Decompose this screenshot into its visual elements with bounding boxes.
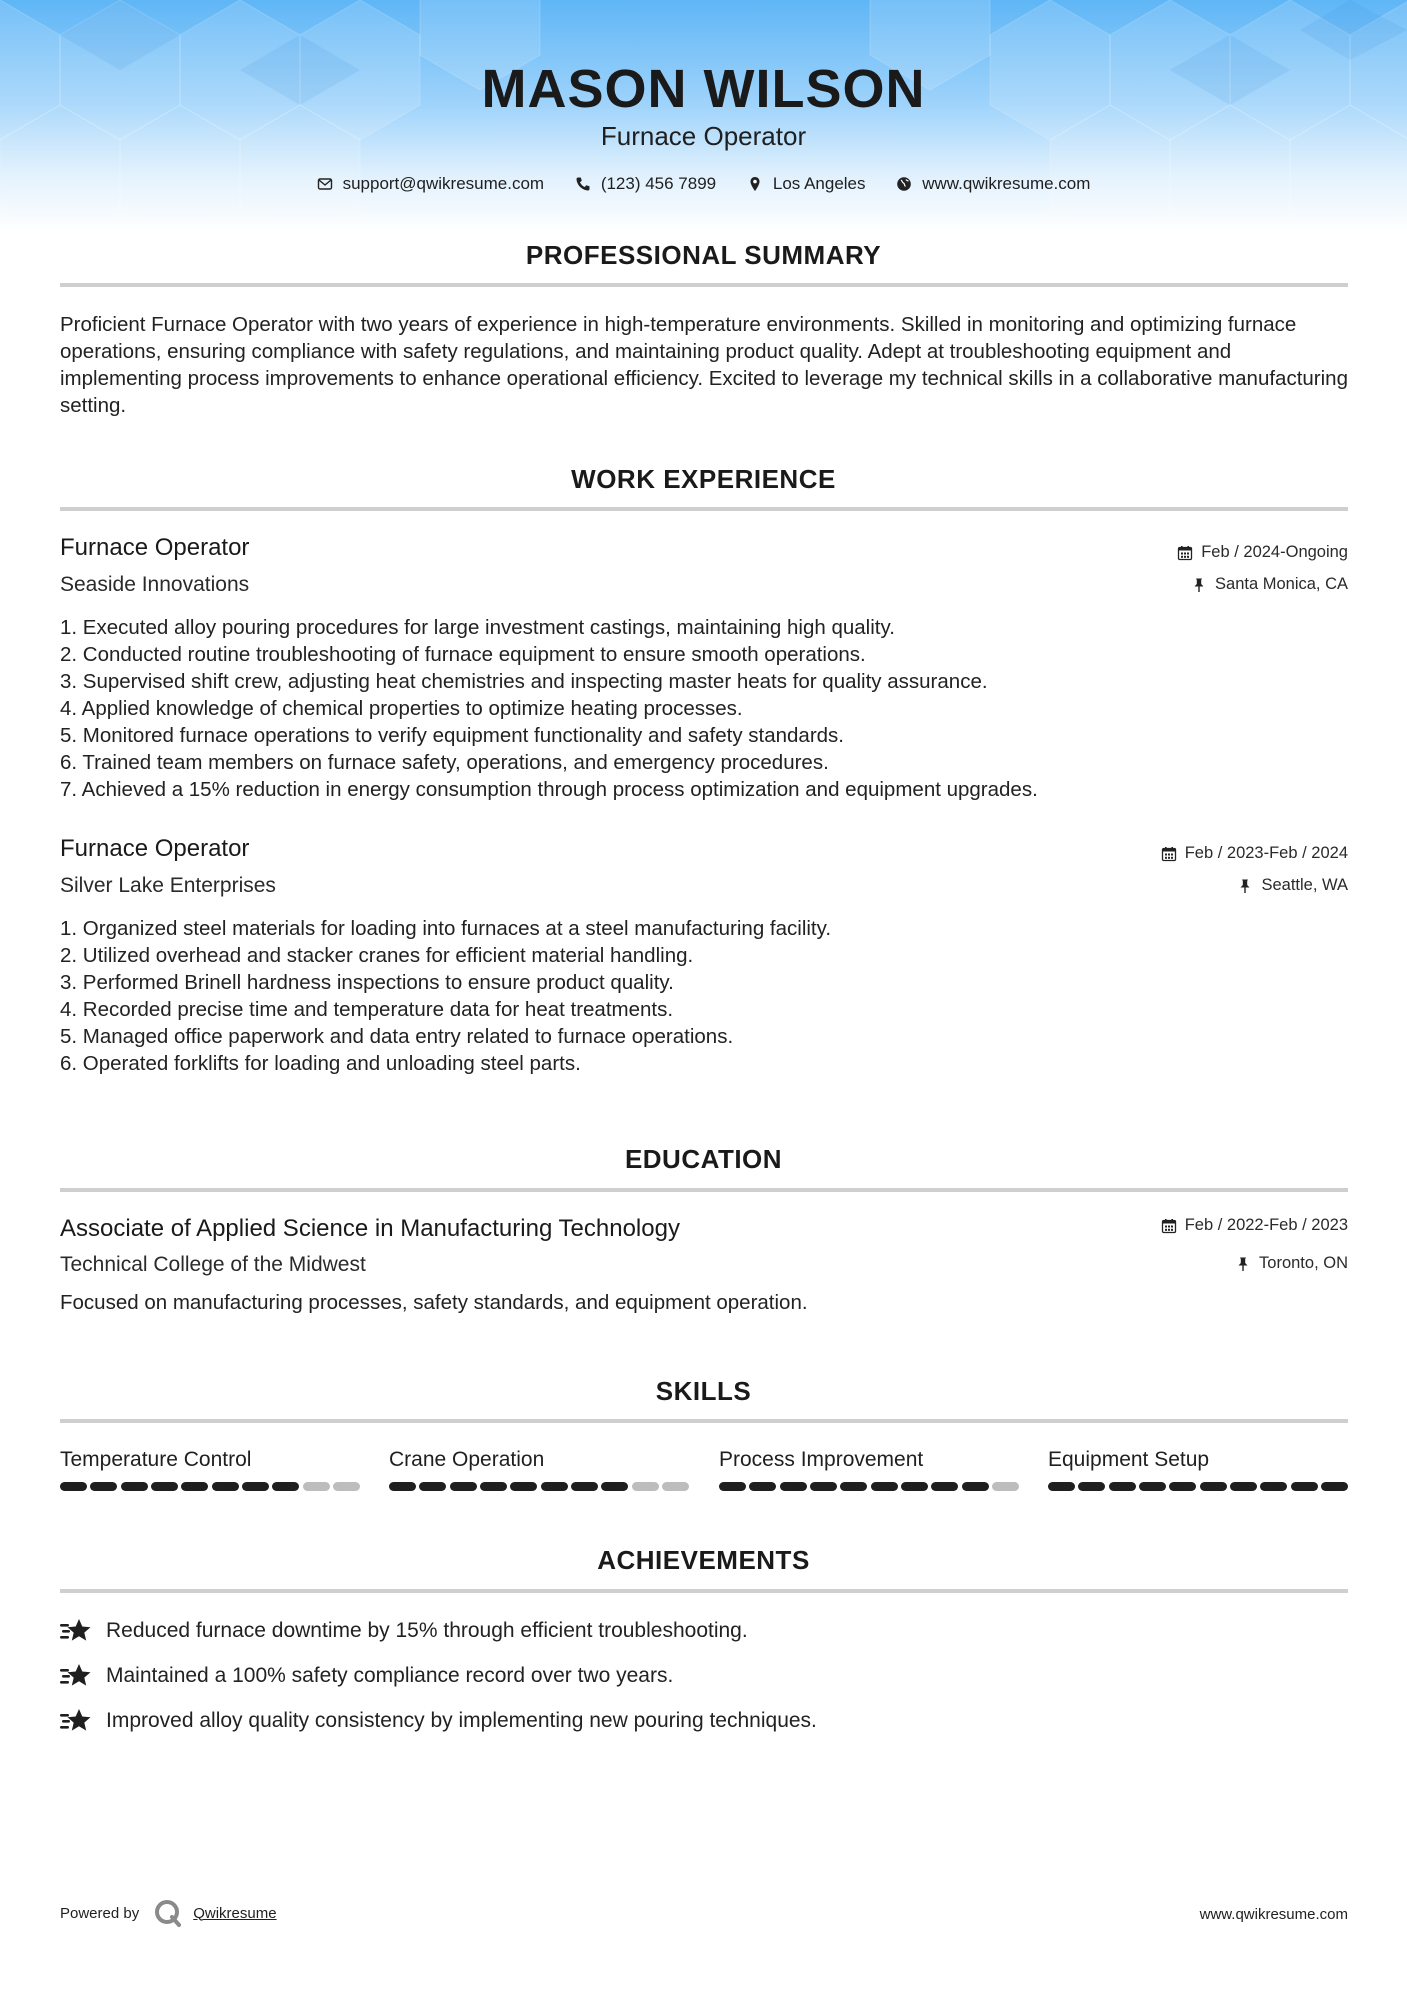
education-divider xyxy=(60,1188,1348,1192)
skill-segment-filled xyxy=(1169,1482,1196,1491)
job-dates-text: Feb / 2024-Ongoing xyxy=(1201,543,1348,561)
skill-segment-empty xyxy=(632,1482,659,1491)
skill-segment-filled xyxy=(1321,1482,1348,1491)
list-item: 2. Conducted routine troubleshooting of furnace equipment to ensure smooth operations. xyxy=(60,643,866,666)
education-description: Focused on manufacturing processes, safety standards, and equipment operation. xyxy=(60,1291,808,1314)
list-item: 5. Monitored furnace operations to verify equipment functionality and safety standards. xyxy=(60,724,845,747)
skill-segment-filled xyxy=(450,1482,477,1491)
contact-location: Los Angeles xyxy=(772,173,866,193)
star-icon xyxy=(60,1706,92,1736)
achievement-item xyxy=(60,1706,817,1736)
footer-website[interactable]: www.qwikresume.com xyxy=(1199,1906,1348,1923)
list-item: 6. Operated forklifts for loading and unloading steel parts. xyxy=(60,1052,581,1075)
skill-segment-filled xyxy=(1230,1482,1257,1491)
achievement-item xyxy=(60,1661,673,1691)
education-location-text: Toronto, ON xyxy=(1259,1254,1348,1272)
job-location-text: Seattle, WA xyxy=(1261,876,1348,894)
skills-heading: SKILLS xyxy=(655,1376,752,1406)
skill-segment-filled xyxy=(510,1482,537,1491)
qwikresume-link[interactable]: Qwikresume xyxy=(193,1904,277,1922)
skill-segment-filled xyxy=(121,1482,148,1491)
thumbtack-icon xyxy=(1191,577,1207,593)
skill-segment-filled xyxy=(272,1482,299,1491)
list-item: 4. Recorded precise time and temperature data for heat treatments. xyxy=(60,998,674,1021)
achievement-text: Improved alloy quality consistency by implementing new pouring techniques. xyxy=(106,1709,817,1732)
skill-meter xyxy=(60,1482,360,1491)
skill-meter xyxy=(389,1482,689,1491)
skill-item xyxy=(60,1448,360,1491)
achievements-divider xyxy=(60,1589,1348,1593)
envelope-icon xyxy=(317,174,333,194)
skill-name: Crane Operation xyxy=(389,1448,545,1471)
skill-segment-filled xyxy=(749,1482,776,1491)
candidate-role: Furnace Operator xyxy=(600,121,807,151)
skill-segment-filled xyxy=(840,1482,867,1491)
achievements-heading: ACHIEVEMENTS xyxy=(597,1545,810,1575)
skill-name: Equipment Setup xyxy=(1048,1448,1210,1471)
footer-powered-by xyxy=(60,1898,277,1928)
skill-segment-filled xyxy=(212,1482,239,1491)
skill-segment-filled xyxy=(419,1482,446,1491)
skill-segment-filled xyxy=(151,1482,178,1491)
education-heading: EDUCATION xyxy=(624,1144,783,1174)
skill-segment-filled xyxy=(1291,1482,1318,1491)
skill-segment-filled xyxy=(1200,1482,1227,1491)
skill-segment-filled xyxy=(90,1482,117,1491)
job-location xyxy=(1237,876,1348,895)
skill-segment-empty xyxy=(303,1482,330,1491)
skill-segment-filled xyxy=(1109,1482,1136,1491)
skill-name: Temperature Control xyxy=(60,1448,252,1471)
list-item: 1. Executed alloy pouring procedures for large investment castings, maintaining high quality. xyxy=(60,616,895,639)
list-item: 6. Trained team members on furnace safety, operations, and emergency procedures. xyxy=(60,751,829,774)
summary-text: Proficient Furnace Operator with two years of experience in high-temperature environments. Skilled in monitoring and optimizing furnace operations, ensuring compliance with safety regulations, and maintaining product quality. Adept at troubleshooting equipment and implementing process improvements to enhance operational efficiency. Excited to leverage my technical skills in a collaborative manufacturing setting. xyxy=(60,313,1348,417)
list-item: 7. Achieved a 15% reduction in energy consumption through process optimization and equipment upgrades. xyxy=(60,778,1038,801)
list-item: 4. Applied knowledge of chemical properties to optimize heating processes. xyxy=(60,697,743,720)
skill-segment-filled xyxy=(60,1482,87,1491)
globe-icon xyxy=(896,174,912,194)
skill-meter xyxy=(719,1482,1019,1491)
phone-icon xyxy=(575,174,591,194)
calendar-icon xyxy=(1177,545,1193,561)
header-banner xyxy=(0,0,1407,232)
skill-segment-empty xyxy=(662,1482,689,1491)
list-item: 2. Utilized overhead and stacker cranes for efficient material handling. xyxy=(60,944,694,967)
achievement-text: Reduced furnace downtime by 15% through efficient troubleshooting. xyxy=(106,1619,748,1642)
list-item: 5. Managed office paperwork and data entry related to furnace operations. xyxy=(60,1025,734,1048)
job-title: Furnace Operator xyxy=(60,835,250,862)
skill-segment-filled xyxy=(1260,1482,1287,1491)
thumbtack-icon xyxy=(1235,1256,1251,1272)
job-dates xyxy=(1177,543,1348,562)
education-location xyxy=(1235,1254,1348,1273)
skill-segment-filled xyxy=(871,1482,898,1491)
skill-meter xyxy=(1048,1482,1348,1491)
job-duties xyxy=(60,915,1348,1077)
calendar-icon xyxy=(1161,846,1177,862)
skill-segment-filled xyxy=(780,1482,807,1491)
company-name: Seaside Innovations xyxy=(60,573,250,596)
experience-divider xyxy=(60,507,1348,511)
experience-heading: WORK EXPERIENCE xyxy=(571,464,836,494)
skill-segment-filled xyxy=(1139,1482,1166,1491)
job-duties xyxy=(60,614,1348,803)
list-item: 1. Organized steel materials for loading into furnaces at a steel manufacturing facility. xyxy=(60,917,832,940)
achievement-item xyxy=(60,1616,748,1646)
job-dates-text: Feb / 2023-Feb / 2024 xyxy=(1184,844,1348,862)
skill-segment-filled xyxy=(541,1482,568,1491)
skill-segment-filled xyxy=(1078,1482,1105,1491)
education-dates xyxy=(1161,1216,1348,1235)
map-marker-icon xyxy=(747,174,763,194)
skill-segment-filled xyxy=(962,1482,989,1491)
thumbtack-icon xyxy=(1237,878,1253,894)
contact-email[interactable]: support@qwikresume.com xyxy=(342,173,545,193)
skill-item xyxy=(1048,1448,1348,1491)
skills-divider xyxy=(60,1419,1348,1423)
contact-website[interactable]: www.qwikresume.com xyxy=(922,173,1091,193)
skill-segment-filled xyxy=(1048,1482,1075,1491)
list-item: 3. Supervised shift crew, adjusting heat chemistries and inspecting master heats for quality assurance. xyxy=(60,670,988,693)
contact-phone[interactable]: (123) 456 7899 xyxy=(600,173,717,193)
candidate-name: MASON WILSON xyxy=(481,59,926,119)
skill-segment-filled xyxy=(242,1482,269,1491)
skill-item xyxy=(719,1448,1019,1491)
summary-divider xyxy=(60,283,1348,287)
job-dates xyxy=(1161,844,1348,863)
job-location-text: Santa Monica, CA xyxy=(1215,575,1348,593)
skill-segment-filled xyxy=(601,1482,628,1491)
skill-segment-filled xyxy=(389,1482,416,1491)
star-icon xyxy=(60,1616,92,1646)
summary-heading: PROFESSIONAL SUMMARY xyxy=(525,240,882,270)
skill-segment-empty xyxy=(992,1482,1019,1491)
skill-segment-empty xyxy=(333,1482,360,1491)
job-title: Furnace Operator xyxy=(60,534,250,561)
skill-segment-filled xyxy=(480,1482,507,1491)
skill-segment-filled xyxy=(181,1482,208,1491)
skill-segment-filled xyxy=(931,1482,958,1491)
list-item: 3. Performed Brinell hardness inspections to ensure product quality. xyxy=(60,971,674,994)
school-name: Technical College of the Midwest xyxy=(60,1253,366,1276)
powered-by-label: Powered by xyxy=(60,1904,140,1922)
company-name: Silver Lake Enterprises xyxy=(60,874,276,897)
job-location xyxy=(1191,575,1348,594)
skill-segment-filled xyxy=(901,1482,928,1491)
skill-segment-filled xyxy=(571,1482,598,1491)
education-dates-text: Feb / 2022-Feb / 2023 xyxy=(1184,1216,1348,1234)
calendar-icon xyxy=(1161,1218,1177,1234)
skill-segment-filled xyxy=(719,1482,746,1491)
degree-title: Associate of Applied Science in Manufacturing Technology xyxy=(60,1215,680,1242)
contact-bar xyxy=(0,173,1407,194)
star-icon xyxy=(60,1661,92,1691)
skill-item xyxy=(389,1448,689,1491)
achievement-text: Maintained a 100% safety compliance record over two years. xyxy=(106,1664,674,1687)
skill-segment-filled xyxy=(810,1482,837,1491)
qwikresume-logo-icon xyxy=(153,1898,183,1928)
skill-name: Process Improvement xyxy=(719,1448,924,1471)
